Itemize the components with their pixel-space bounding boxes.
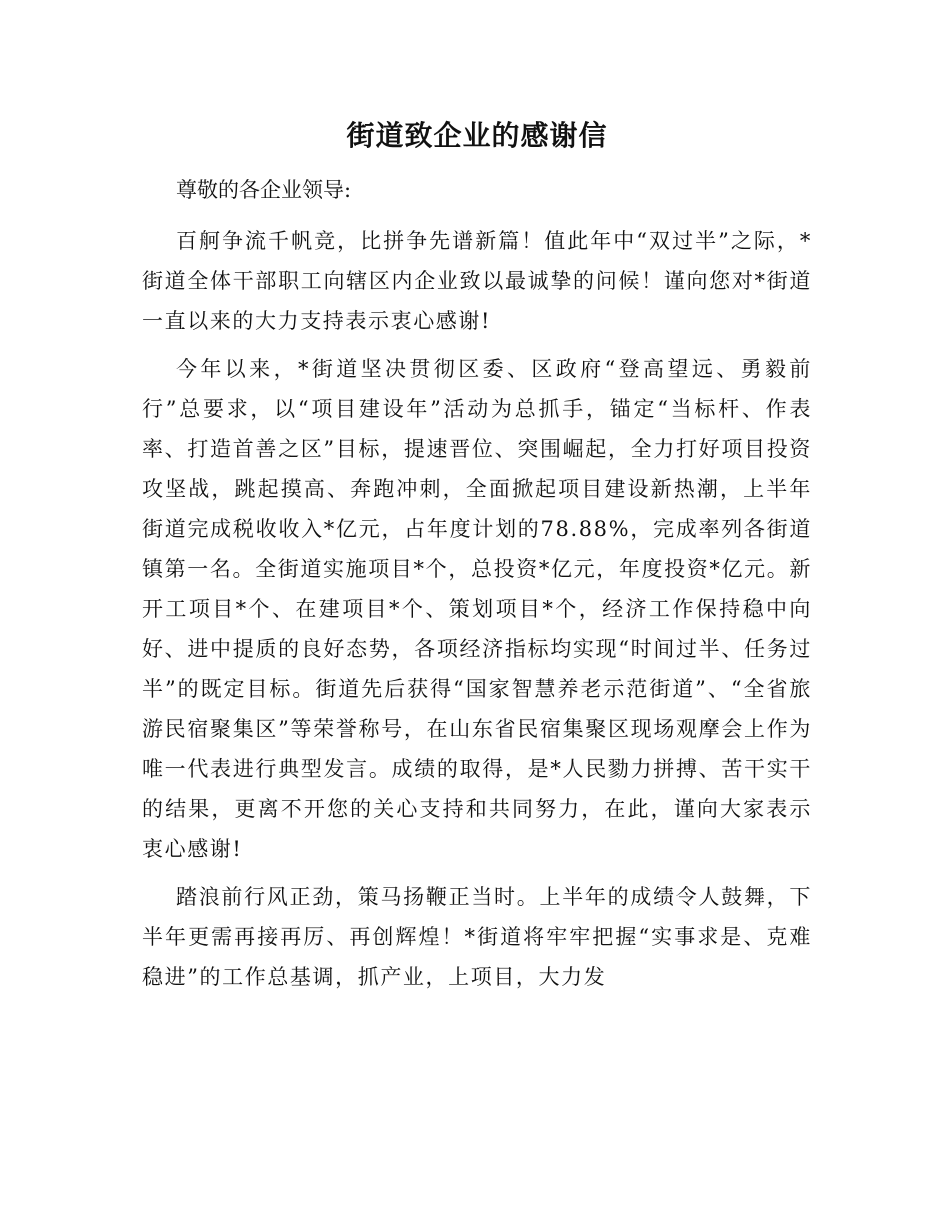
paragraph-achievements: 今年以来，*街道坚决贯彻区委、区政府“登高望远、勇毅前行”总要求，以“项目建设年”活动为总抓手，锚定“当标杆、作表率、打造首善之区”目标，提速晋位、突围崛起，全力打好项目投资攻坚战，跳起摸高、奔跑冲刺，全面掀起项目建设新热潮，上半年街道完成税收收入*亿元，占年度计划的78.88%，完成率列各街道镇第一名。全街道实施项目*个，总投资*亿元，年度投资*亿元。新开工项目*个、在建项目*个、策划项目*个，经济工作保持稳中向好、进中提质的良好态势，各项经济指标均实现“时间过半、任务过半”的既定目标。街道先后获得“国家智慧养老示范街道”、“全省旅游民宿聚集区”等荣誉称号，在山东省民宿集聚区现场观摩会上作为唯一代表进行典型发言。成绩的取得，是*人民勠力拼搏、苦干实干的结果，更离不开您的关心支持和共同努力，在此，谨向大家表示衷心感谢!: [142, 357, 812, 861]
letter-page: [142, 112, 812, 1005]
salutation: 尊敬的各企业领导:: [176, 178, 352, 202]
paragraph-greeting: 百舸争流千帆竞，比拼争先谱新篇！值此年中“双过半”之际，*街道全体干部职工向辖区内企业致以最诚挚的问候！谨向您对*街道一直以来的大力支持表示衷心感谢!: [142, 229, 812, 333]
paragraph-outlook: 踏浪前行风正劲，策马扬鞭正当时。上半年的成绩令人鼓舞，下半年更需再接再厉、再创辉煌！*街道将牢牢把握“实事求是、克难稳进”的工作总基调，抓产业，上项目，大力发: [142, 885, 812, 989]
document-title: 街道致企业的感谢信: [346, 119, 608, 152]
